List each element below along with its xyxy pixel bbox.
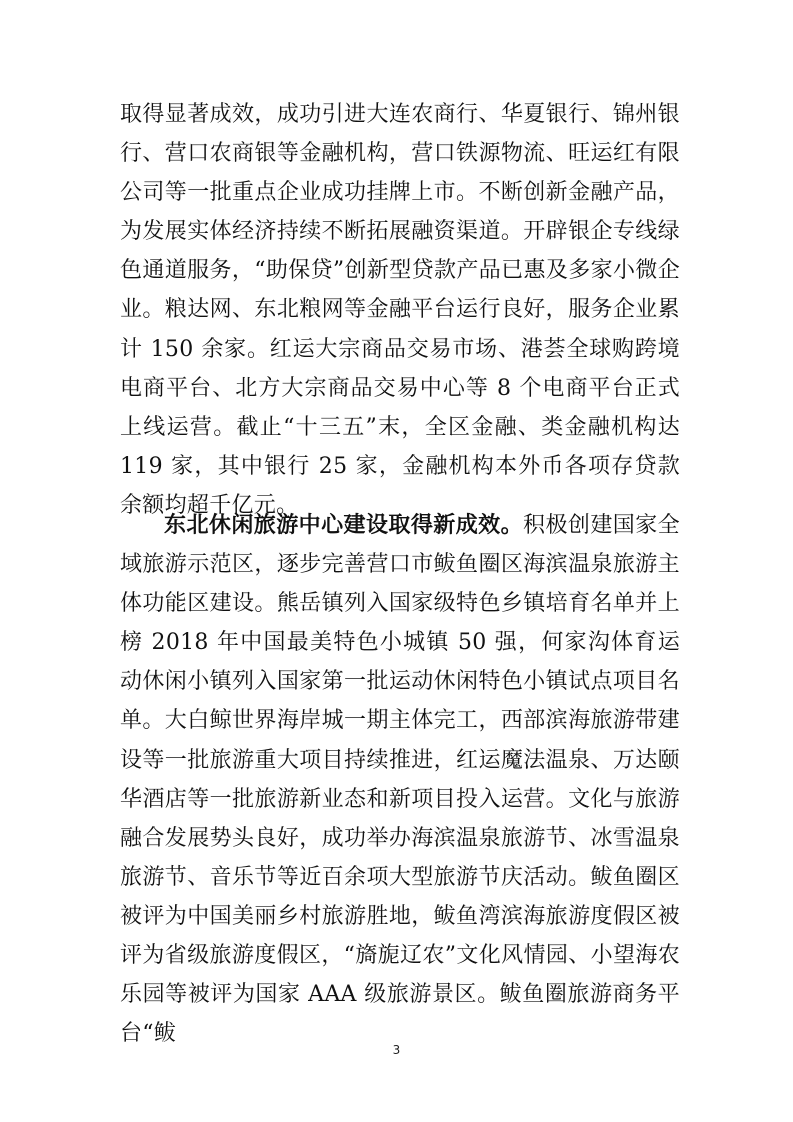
page-number: 3 [392, 1043, 401, 1057]
paragraph-finance [120, 95, 680, 525]
paragraph-text: 取得显著成效，成功引进大连农商行、华夏银行、锦州银行、营口农商银等金融机构，营口铁源物流、旺运红有限公司等一批重点企业成功挂牌上市。不断创新金融产品，为发展实体经济持续不断拓展融资渠道。开辟银企专线绿色通道服务，“助保贷”创新型贷款产品已惠及多家小微企业。粮达网、东北粮网等金融平台运行良好，服务企业累计 150 余家。红运大宗商品交易市场、港荟全球购跨境电商平台、北方大宗商品交易中心等 8 个电商平台正式上线运营。截止“十三五”末，全区金融、类金融机构达 119 家，其中银行 25 家，金融机构本外币各项存贷款余额均超千亿元。 [120, 102, 680, 518]
paragraph-lead-heading: 东北休闲旅游中心建设取得新成效。 [164, 512, 524, 538]
paragraph-text: 积极创建国家全域旅游示范区，逐步完善营口市鲅鱼圈区海滨温泉旅游主体功能区建设。熊岳镇列入国家级特色乡镇培育名单并上榜 2018 年中国最美特色小城镇 50 强，何家沟体育运动休闲小镇列入国家第一批运动休闲特色小镇试点项目名单。大白鲸世界海岸城一期主体完工，西部滨海旅游带建设等一批旅游重大项目持续推进，红运魔法温泉、万达颐华酒店等一批旅游新业态和新项目投入运营。文化与旅游融合发展势头良好，成功举办海滨温泉旅游节、冰雪温泉旅游节、音乐节等近百余项大型旅游节庆活动。鲅鱼圈区被评为中国美丽乡村旅游胜地，鲅鱼湾滨海旅游度假区被评为省级旅游度假区，“旖旎辽农”文化风情园、小望海农乐园等被评为国家 AAA 级旅游景区。鲅鱼圈旅游商务平台“鲅 [120, 513, 680, 1047]
paragraph-tourism [120, 506, 680, 1053]
